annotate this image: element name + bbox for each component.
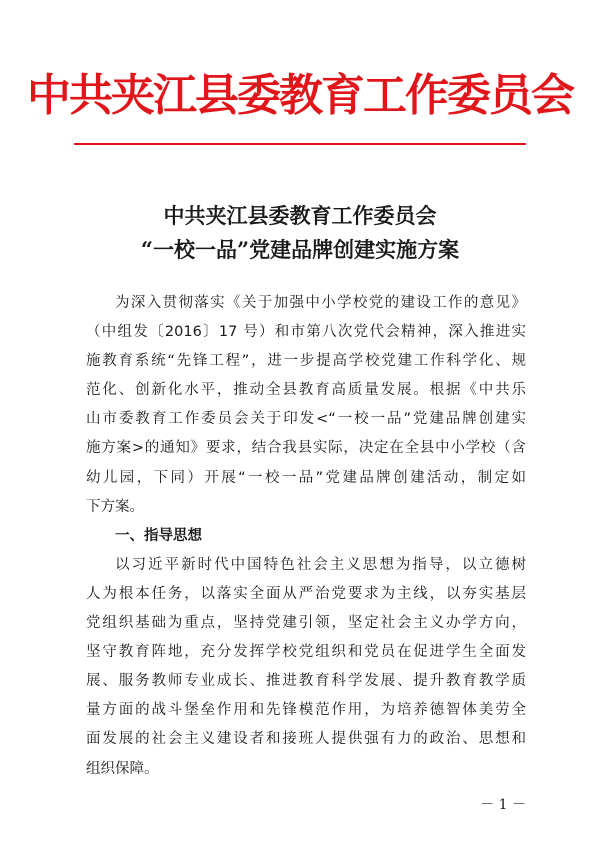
page-number: － 1 － bbox=[480, 797, 526, 813]
masthead-title: 中共夹江县委教育工作委员会 bbox=[27, 70, 573, 121]
paragraph-line: 组织保障。 bbox=[86, 760, 159, 777]
paragraph-line: 党组织基础为重点，坚持党建引领，坚定社会主义办学方向， bbox=[86, 615, 526, 632]
paragraph-line: 为深入贯彻落实《关于加强中小学校党的建设工作的意见》 bbox=[115, 295, 526, 311]
masthead-divider bbox=[74, 143, 526, 145]
paragraph-line: 施方案>的通知》要求，结合我县实际，决定在全县中小学校（含 bbox=[86, 440, 526, 457]
paragraph-line: 下方案。 bbox=[86, 498, 144, 515]
paragraph-line: 范化、创新化水平，推动全县教育高质量发展。根据《中共乐 bbox=[86, 382, 526, 399]
paragraph-line: 量方面的战斗堡垒作用和先锋模范作用，为培养德智体美劳全 bbox=[86, 702, 526, 719]
document-title-line-1: 中共夹江县委教育工作委员会 bbox=[163, 203, 437, 228]
section-heading: 一、指导思想 bbox=[115, 527, 202, 544]
document-body bbox=[86, 289, 526, 784]
paragraph-line: 面发展的社会主义建设者和接班人提供强有力的政治、思想和 bbox=[86, 731, 526, 748]
paragraph-line: 展、服务教师专业成长、推进教育科学发展、提升教育教学质 bbox=[86, 673, 526, 690]
paragraph-line: 坚守教育阵地，充分发挥学校党组织和党员在促进学生全面发 bbox=[86, 644, 526, 661]
paragraph-line: 人为根本任务，以落实全面从严治党要求为主线，以夯实基层 bbox=[86, 585, 526, 602]
paragraph-line: （中组发〔2016〕17 号）和市第八次党代会精神，深入推进实 bbox=[86, 324, 526, 341]
paragraph-line: 以习近平新时代中国特色社会主义思想为指导，以立德树 bbox=[115, 556, 526, 573]
paragraph-line: 山市委教育工作委员会关于印发<“一校一品”党建品牌创建实 bbox=[86, 411, 526, 428]
paragraph-line: 施教育系统“先锋工程”，进一步提高学校党建工作科学化、规 bbox=[86, 353, 526, 370]
paragraph-line: 幼儿园，下同）开展“一校一品”党建品牌创建活动，制定如 bbox=[86, 469, 526, 486]
document-title-line-2: “一校一品”党建品牌创建实施方案 bbox=[140, 237, 460, 262]
